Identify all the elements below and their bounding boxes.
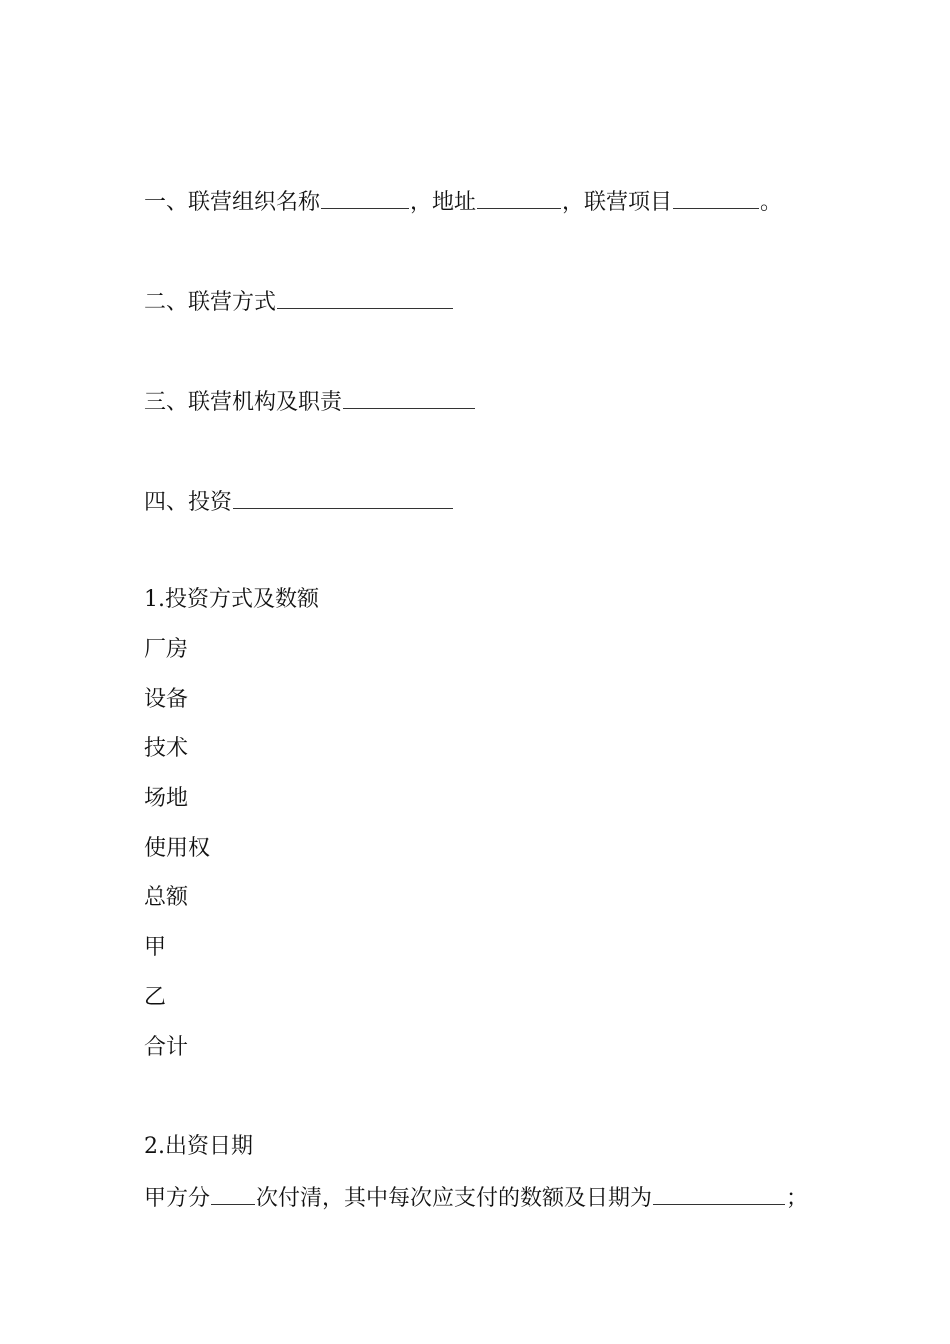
amount-date-blank[interactable] <box>653 1182 785 1205</box>
list-item: 使用权 <box>144 836 211 861</box>
list-item: 总额 <box>144 885 189 910</box>
item-2-label: 出资日期 <box>165 1134 254 1159</box>
payment-line <box>144 1182 808 1212</box>
section-3-label: 三、联营机构及职责 <box>144 390 343 415</box>
section-1-end: 。 <box>760 190 783 215</box>
list-item: 设备 <box>144 687 189 712</box>
investment-blank[interactable] <box>233 486 453 509</box>
org-name-blank[interactable] <box>321 186 409 209</box>
section-1-prefix: 一、联营组织名称 <box>144 190 321 215</box>
payment-middle: 次付清，其中每次应支付的数额及日期为 <box>256 1186 653 1211</box>
agency-blank[interactable] <box>343 386 475 409</box>
method-blank[interactable] <box>277 286 453 309</box>
section-2-label: 二、联营方式 <box>144 290 277 315</box>
section-4-label: 四、投资 <box>144 490 233 515</box>
item-2-heading <box>144 1132 253 1162</box>
section-4-line <box>144 486 454 516</box>
section-1-project-label: ，联营项目 <box>562 190 673 215</box>
item-2-number: 2. <box>144 1134 165 1159</box>
list-item: 场地 <box>144 786 189 811</box>
item-1-label: 投资方式及数额 <box>165 587 320 612</box>
address-blank[interactable] <box>477 186 561 209</box>
item-1-heading <box>144 585 319 615</box>
payment-end: ； <box>786 1186 809 1211</box>
list-item: 合计 <box>144 1035 189 1060</box>
section-2-line <box>144 286 454 316</box>
installments-blank[interactable] <box>211 1182 255 1205</box>
item-1-number: 1. <box>144 587 165 612</box>
payment-prefix: 甲方分 <box>144 1186 211 1211</box>
section-3-line <box>144 386 476 416</box>
list-item: 厂房 <box>144 637 189 662</box>
section-1-line <box>144 186 782 216</box>
list-item: 甲 <box>144 935 167 960</box>
list-item: 乙 <box>144 985 167 1010</box>
project-blank[interactable] <box>673 186 759 209</box>
section-1-address-label: ，地址 <box>410 190 477 215</box>
list-item: 技术 <box>144 736 189 761</box>
